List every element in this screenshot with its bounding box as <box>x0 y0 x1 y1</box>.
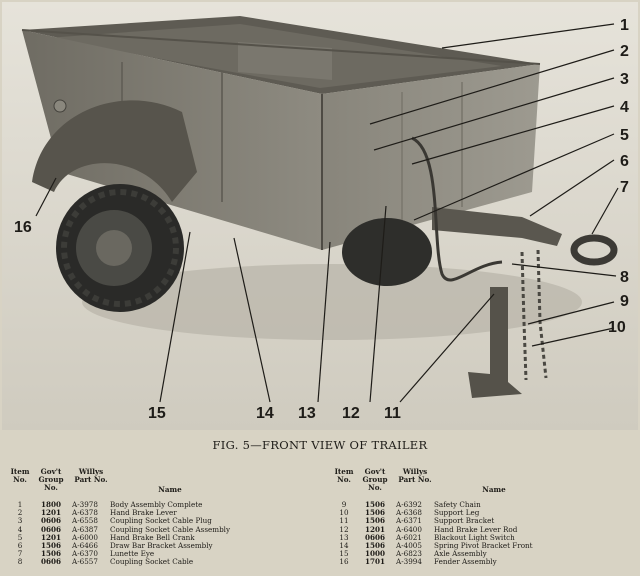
legend-rows-left <box>6 501 230 567</box>
row-part-number: A-6557 <box>72 557 98 567</box>
row-group-number: 1506 <box>364 508 385 518</box>
wheel <box>56 184 184 312</box>
table-row <box>330 558 533 566</box>
callout-8: 8 <box>620 269 629 286</box>
figure-caption: FIG. 5—FRONT VIEW OF TRAILER <box>212 438 428 452</box>
row-item-number: 15 <box>339 549 349 559</box>
row-group-number: 1506 <box>40 549 61 559</box>
row-item-number: 11 <box>339 516 349 526</box>
callout-16: 16 <box>14 219 32 236</box>
legend-rows-right <box>330 501 533 567</box>
callout-12: 12 <box>342 405 360 422</box>
legend-header <box>6 468 230 494</box>
callout-11: 11 <box>384 405 401 422</box>
callout-1: 1 <box>620 17 629 34</box>
table-row <box>330 509 533 517</box>
header-name: Name <box>158 484 182 494</box>
row-item-number: 16 <box>339 557 349 567</box>
row-part-number: A-6400 <box>396 524 422 534</box>
row-item-number: 9 <box>341 500 347 509</box>
row-part-name: Coupling Socket Cable <box>110 557 194 567</box>
header-group: Gov't Group No. <box>362 467 388 493</box>
row-part-name: Support Bracket <box>434 516 495 526</box>
callout-3: 3 <box>620 71 629 88</box>
row-group-number: 1701 <box>364 557 385 567</box>
callout-7: 7 <box>620 179 629 196</box>
table-row <box>330 542 533 550</box>
row-group-number: 1800 <box>40 500 61 509</box>
row-part-name: Coupling Socket Cable Plug <box>110 516 212 526</box>
header-group: Gov't Group No. <box>38 467 64 493</box>
row-part-number: A-6000 <box>72 532 98 542</box>
row-part-number: A-6392 <box>396 500 422 509</box>
callout-9: 9 <box>620 293 629 310</box>
row-part-name: Hand Brake Lever Rod <box>434 524 518 534</box>
row-part-name: Coupling Socket Cable Assembly <box>110 524 231 534</box>
row-item-number: 12 <box>339 524 349 534</box>
row-group-number: 1506 <box>364 500 385 509</box>
row-group-number: 0606 <box>40 516 61 526</box>
table-row <box>330 550 533 558</box>
row-group-number: 0606 <box>40 557 61 567</box>
row-part-number: A-6371 <box>396 516 422 526</box>
row-group-number: 1201 <box>40 532 61 542</box>
row-group-number: 1201 <box>364 524 385 534</box>
header-item: Item No. <box>10 467 30 485</box>
row-part-number: A-6021 <box>396 532 422 542</box>
row-group-number: 1000 <box>364 549 385 559</box>
row-item-number: 10 <box>339 508 349 518</box>
row-item-number: 6 <box>17 540 23 550</box>
callout-5: 5 <box>620 127 629 144</box>
row-group-number: 0606 <box>364 532 385 542</box>
row-group-number: 1506 <box>364 516 385 526</box>
row-item-number: 14 <box>339 540 349 550</box>
row-item-number: 13 <box>339 532 349 542</box>
row-item-number: 7 <box>17 549 23 559</box>
callout-4: 4 <box>620 99 629 116</box>
row-part-number: A-6558 <box>72 516 98 526</box>
header-name: Name <box>482 484 506 494</box>
row-item-number: 5 <box>17 532 23 542</box>
row-part-name: Lunette Eye <box>110 549 155 559</box>
row-group-number: 1506 <box>364 540 385 550</box>
row-part-name: Safety Chain <box>434 500 481 509</box>
row-part-number: A-6368 <box>396 508 422 518</box>
parts-legend <box>0 468 640 574</box>
trailer-photo <box>2 2 638 430</box>
row-part-name: Axle Assembly <box>434 549 487 559</box>
row-part-name: Support Leg <box>434 508 480 518</box>
row-part-name: Body Assembly Complete <box>110 500 203 509</box>
row-item-number: 3 <box>17 516 23 526</box>
callout-14: 14 <box>256 405 274 422</box>
callout-6: 6 <box>620 153 629 170</box>
row-item-number: 1 <box>17 500 23 509</box>
header-part: Willys Part No. <box>398 467 432 485</box>
row-part-number: A-6378 <box>72 508 98 518</box>
callout-2: 2 <box>620 43 629 60</box>
row-group-number: 0606 <box>40 524 61 534</box>
row-part-number: A-3994 <box>396 557 422 567</box>
row-part-number: A-6823 <box>396 549 422 559</box>
row-part-number: A-6466 <box>72 540 98 550</box>
callout-15: 15 <box>148 405 166 422</box>
row-part-number: A-6387 <box>72 524 98 534</box>
header-part: Willys Part No. <box>74 467 108 485</box>
row-part-name: Hand Brake Lever <box>110 508 177 518</box>
row-part-name: Fender Assembly <box>434 557 497 567</box>
row-part-number: A-4005 <box>396 540 422 550</box>
row-group-number: 1201 <box>40 508 61 518</box>
legend-header <box>330 468 554 494</box>
callout-13: 13 <box>298 405 316 422</box>
header-item: Item No. <box>334 467 354 485</box>
row-item-number: 8 <box>17 557 23 567</box>
callout-10: 10 <box>608 319 626 336</box>
row-part-name: Draw Bar Bracket Assembly <box>110 540 213 550</box>
table-row <box>330 501 533 509</box>
row-group-number: 1506 <box>40 540 61 550</box>
row-part-name: Hand Brake Bell Crank <box>110 532 195 542</box>
row-part-name: Blackout Light Switch <box>434 532 515 542</box>
row-item-number: 2 <box>17 508 23 518</box>
row-part-number: A-6370 <box>72 549 98 559</box>
row-part-name: Spring Pivot Bracket Front <box>434 540 533 550</box>
row-part-number: A-3978 <box>72 500 98 509</box>
row-item-number: 4 <box>17 524 23 534</box>
table-row <box>6 558 230 566</box>
